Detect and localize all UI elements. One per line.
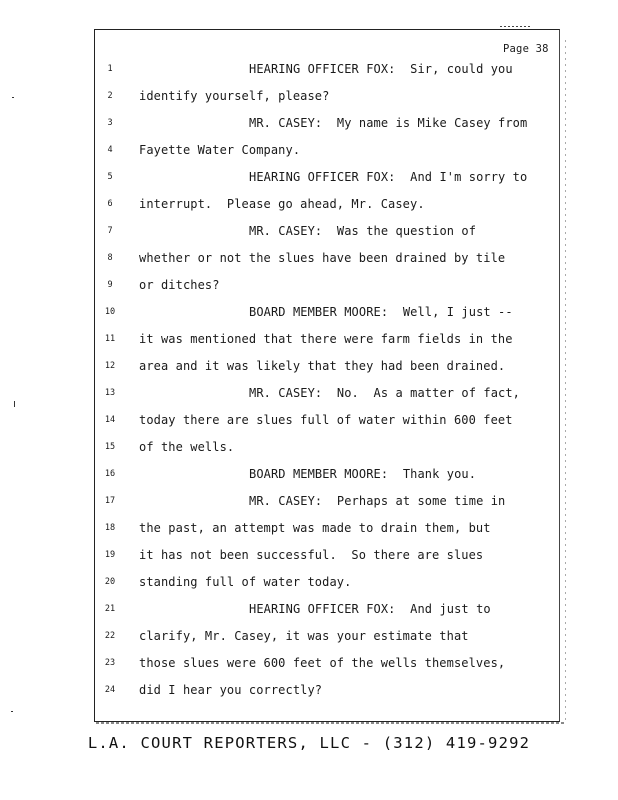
testimony-line-text: whether or not the slues have been drained by tile	[139, 251, 506, 265]
scan-speck	[12, 97, 14, 98]
scan-speck	[11, 711, 13, 712]
speaker-line-text: MR. CASEY: Was the question of	[249, 224, 477, 238]
line-number: 6	[107, 199, 113, 209]
line-number: 8	[107, 253, 113, 263]
frame-top-edge-marks	[500, 26, 530, 27]
line-number: 3	[107, 118, 113, 128]
transcript-line	[0, 413, 618, 431]
line-number: 24	[104, 685, 116, 695]
transcript-line	[0, 89, 618, 107]
line-number: 15	[104, 442, 116, 452]
line-number: 11	[104, 334, 116, 344]
line-number: 17	[104, 496, 116, 506]
transcript-line	[0, 116, 618, 134]
testimony-line-text: the past, an attempt was made to drain them, but	[139, 521, 491, 535]
transcript-line	[0, 62, 618, 80]
transcript-line	[0, 386, 618, 404]
line-number: 1	[107, 64, 113, 74]
transcript-line	[0, 683, 618, 701]
testimony-line-text: interrupt. Please go ahead, Mr. Casey.	[139, 197, 425, 211]
line-number: 18	[104, 523, 116, 533]
transcript-line	[0, 440, 618, 458]
transcript-line	[0, 224, 618, 242]
line-number: 2	[107, 91, 113, 101]
transcript-line	[0, 548, 618, 566]
line-number: 23	[104, 658, 116, 668]
transcript-line	[0, 143, 618, 161]
testimony-line-text: it was mentioned that there were farm fields in the	[139, 332, 513, 346]
line-number: 19	[104, 550, 116, 560]
transcript-line	[0, 359, 618, 377]
testimony-line-text: or ditches?	[139, 278, 220, 292]
line-number: 4	[107, 145, 113, 155]
frame-bottom-edge	[96, 722, 564, 724]
speaker-line-text: HEARING OFFICER FOX: And I'm sorry to	[249, 170, 528, 184]
testimony-line-text: those slues were 600 feet of the wells themselves,	[139, 656, 506, 670]
line-number: 13	[104, 388, 116, 398]
transcript-line	[0, 332, 618, 350]
page-number: Page 38	[503, 43, 549, 55]
speaker-line-text: HEARING OFFICER FOX: Sir, could you	[249, 62, 513, 76]
line-number: 14	[104, 415, 116, 425]
testimony-line-text: did I hear you correctly?	[139, 683, 323, 697]
transcript-line	[0, 494, 618, 512]
transcript-line	[0, 305, 618, 323]
speaker-line-text: BOARD MEMBER MOORE: Thank you.	[249, 467, 477, 481]
speaker-line-text: MR. CASEY: No. As a matter of fact,	[249, 386, 521, 400]
testimony-line-text: Fayette Water Company.	[139, 143, 301, 157]
speaker-line-text: MR. CASEY: My name is Mike Casey from	[249, 116, 528, 130]
line-number: 10	[104, 307, 116, 317]
transcript-line	[0, 251, 618, 269]
testimony-line-text: identify yourself, please?	[139, 89, 330, 103]
testimony-line-text: today there are slues full of water within 600 feet	[139, 413, 513, 427]
line-number: 22	[104, 631, 116, 641]
speaker-line-text: HEARING OFFICER FOX: And just to	[249, 602, 491, 616]
transcript-line	[0, 656, 618, 674]
transcript-line	[0, 521, 618, 539]
testimony-line-text: clarify, Mr. Casey, it was your estimate that	[139, 629, 469, 643]
line-number: 7	[107, 226, 113, 236]
transcript-line	[0, 602, 618, 620]
transcript-line	[0, 629, 618, 647]
line-number: 5	[107, 172, 113, 182]
transcript-line	[0, 197, 618, 215]
speaker-line-text: BOARD MEMBER MOORE: Well, I just --	[249, 305, 513, 319]
line-number: 9	[107, 280, 113, 290]
transcript-line	[0, 170, 618, 188]
transcript-line	[0, 278, 618, 296]
reporter-footer: L.A. COURT REPORTERS, LLC - (312) 419-9292	[87, 734, 531, 752]
line-number: 21	[104, 604, 116, 614]
line-number: 12	[104, 361, 116, 371]
line-number: 16	[104, 469, 116, 479]
speaker-line-text: MR. CASEY: Perhaps at some time in	[249, 494, 506, 508]
testimony-line-text: area and it was likely that they had been drained.	[139, 359, 506, 373]
scan-speck	[14, 401, 15, 407]
line-number: 20	[104, 577, 116, 587]
transcript-line	[0, 575, 618, 593]
testimony-line-text: of the wells.	[139, 440, 235, 454]
testimony-line-text: it has not been successful. So there are slues	[139, 548, 484, 562]
transcript-line	[0, 467, 618, 485]
testimony-line-text: standing full of water today.	[139, 575, 352, 589]
